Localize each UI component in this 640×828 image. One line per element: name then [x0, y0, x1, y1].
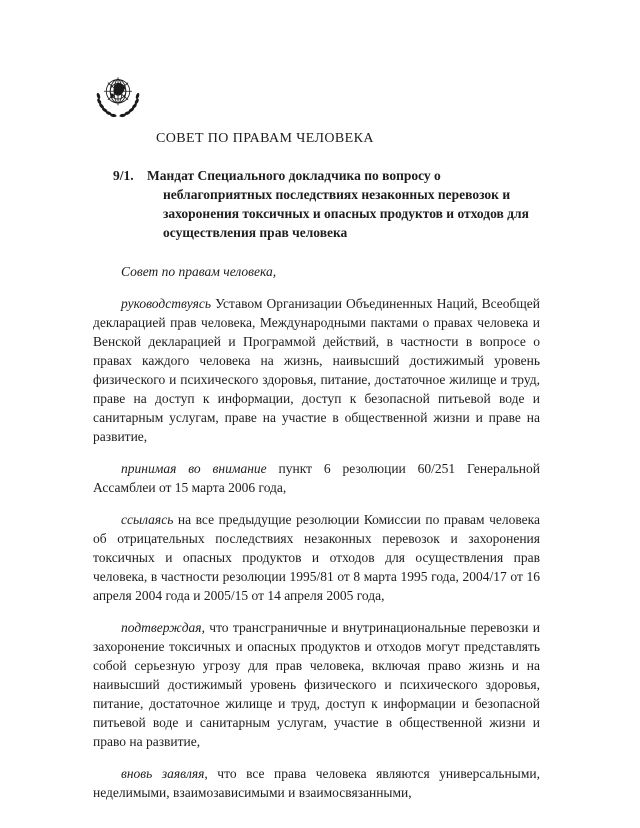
paragraph-text: , что трансграничные и внутринациональные перевозки и захоронение токсичных и опасных продуктов и отходов могут представлять собой серьезную угрозу для прав человека, включая право жизнь и на наивысший достижимый уровень физического и психического здоровья, питание, достаточное жилище и труд, доступ к информации и безопасной питьевой воде и санитарным услугам, участие в общественной жизни и право на развитие, — [93, 620, 540, 749]
paragraph-lead-phrase: подтверждая — [121, 620, 202, 635]
page-title: СОВЕТ ПО ПРАВАМ ЧЕЛОВЕКА — [156, 131, 374, 146]
paragraph — [93, 764, 540, 802]
salutation: Совет по правам человека, — [121, 264, 277, 279]
paragraph-text: пункт 6 резолюции 60/251 Генеральной Ассамблеи от 15 марта 2006 года, — [93, 461, 540, 495]
un-emblem-logo — [93, 73, 143, 122]
resolution-number: 9/1. — [113, 168, 134, 183]
paragraph-text: , что все права человека являются универсальными, неделимыми, взаимозависимыми и взаимосвязанными, — [93, 766, 540, 800]
paragraph — [93, 618, 540, 751]
paragraph-lead-phrase: принимая во внимание — [121, 461, 267, 476]
paragraph — [93, 294, 540, 446]
paragraph-text: на все предыдущие резолюции Комиссии по правам человека об отрицательных последствиях незаконных перевозок и захоронения токсичных и опасных продуктов и отходов для осуществления прав человека, в частности резолюции 1995/81 от 8 марта 1995 года, 2004/17 от 16 апреля 2004 года и 2005/15 от 14 апреля 2005 года, — [93, 512, 540, 603]
resolution-title: Мандат Специального докладчика по вопросу о неблагоприятных последствиях незаконных перевозок и захоронения токсичных и опасных продуктов и отходов для осуществления прав человека — [147, 168, 529, 240]
paragraph-lead-phrase: руководствуясь — [121, 296, 211, 311]
paragraph-lead-phrase: ссылаясь — [121, 512, 174, 527]
paragraph-text: Уставом Организации Объединенных Наций, Всеобщей декларацией прав человека, Международными пактами о правах человека и Венской декларацией и Программой действий, в частности в вопросе о правах каждого человека на жизнь, наивысший достижимый уровень физического и психического здоровья, питание, достаточное жилище и труд, праве на доступ к информации, доступ к безопасной питьевой воде и санитарным услугам, праве на участие в общественной жизни и праве на развитие, — [93, 296, 540, 444]
paragraph-list — [93, 294, 540, 802]
paragraph-lead-phrase: вновь заявляя — [121, 766, 205, 781]
paragraph — [93, 510, 540, 605]
resolution-heading — [93, 166, 540, 242]
paragraph — [93, 459, 540, 497]
